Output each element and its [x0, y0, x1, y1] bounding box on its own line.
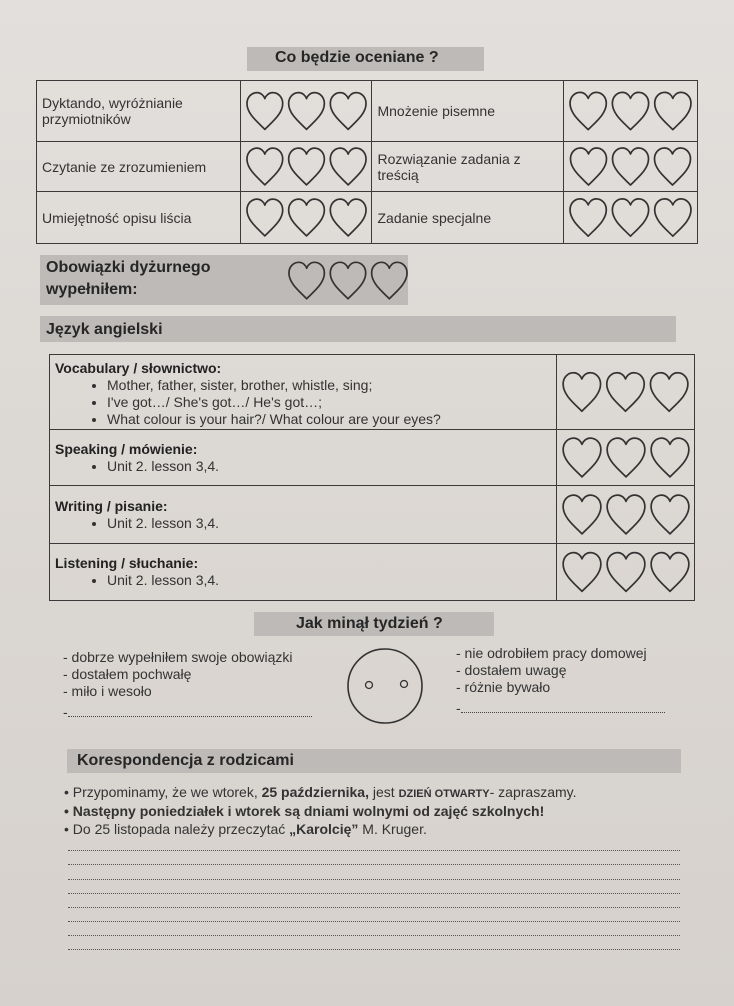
- writing-heading: Writing / pisanie:: [55, 497, 168, 514]
- writing-line[interactable]: [68, 907, 680, 908]
- writing-line[interactable]: [68, 864, 680, 865]
- speaking-list: [55, 458, 556, 475]
- vocab-item: • I've got…/ She's got…/ He's got…;: [107, 394, 556, 411]
- week-option-positive[interactable]: - miło i wesoło: [63, 683, 152, 699]
- heart-outline-icon: [607, 552, 645, 591]
- heart-outline-icon: [288, 92, 324, 129]
- heart-outline-icon: [330, 92, 366, 129]
- week-section-title: Jak minął tydzień ?: [296, 615, 443, 632]
- corr-text: Do 25 listopada należy przeczytać: [72, 821, 290, 837]
- heart-outline-icon: [372, 262, 407, 298]
- graded-row-1-hearts-left[interactable]: [240, 81, 372, 142]
- heart-outline-icon: [650, 372, 687, 410]
- graded-row-1-hearts-right[interactable]: [564, 81, 698, 142]
- listening-item: • Unit 2. lesson 3,4.: [107, 572, 556, 589]
- heart-outline-icon: [330, 262, 365, 298]
- corr-book-title: „Karolcię”: [289, 821, 359, 837]
- vocab-list: [55, 377, 556, 428]
- heart-outline-icon: [651, 438, 689, 477]
- week-options-negative: [456, 645, 665, 717]
- heart-outline-icon: [289, 262, 324, 298]
- writing-line[interactable]: [68, 935, 680, 936]
- bullet-dot-icon: •: [64, 821, 69, 837]
- graded-row-2-hearts-right[interactable]: [564, 142, 698, 192]
- vocab-item: • Mother, father, sister, brother, whistle, sing;: [107, 377, 556, 394]
- heart-outline-icon: [651, 552, 689, 591]
- week-option-positive[interactable]: - dobrze wypełniłem swoje obowiązki: [63, 649, 293, 665]
- corr-text: - zapraszamy.: [489, 784, 577, 800]
- week-option-positive[interactable]: - dostałem pochwałę: [63, 666, 192, 682]
- corr-text: Przypominamy, że we wtorek,: [72, 784, 262, 800]
- listening-cell: [50, 544, 557, 601]
- week-section-header: [254, 612, 494, 636]
- week-option-negative-blank[interactable]: [456, 700, 665, 717]
- heart-outline-icon: [651, 495, 689, 534]
- vocab-heading: Vocabulary / słownictwo:: [55, 359, 222, 376]
- english-row-listening: [50, 544, 695, 601]
- heart-outline-icon: [330, 148, 366, 185]
- heart-outline-icon: [246, 199, 282, 236]
- corr-line-1: [64, 784, 577, 803]
- english-table: [49, 354, 695, 601]
- heart-outline-icon: [246, 148, 282, 185]
- heart-outline-icon: [613, 148, 649, 185]
- heart-outline-icon: [570, 198, 606, 235]
- graded-section-title: Co będzie oceniane ?: [275, 49, 439, 66]
- speaking-hearts[interactable]: [557, 430, 695, 486]
- listening-list: [55, 572, 556, 589]
- week-blank-line[interactable]: [461, 712, 665, 713]
- week-options-positive: [63, 649, 312, 721]
- graded-row-3-hearts-right[interactable]: [564, 192, 698, 244]
- english-section-title: Język angielski: [46, 321, 163, 338]
- vocab-hearts[interactable]: [557, 355, 695, 430]
- writing-line[interactable]: [68, 921, 680, 922]
- english-row-speaking: [50, 430, 695, 486]
- listening-heading: Listening / słuchanie:: [55, 555, 199, 571]
- heart-outline-icon: [607, 438, 645, 477]
- blank-face-icon[interactable]: [346, 647, 424, 725]
- heart-outline-icon: [563, 552, 601, 591]
- writing-item: • Unit 2. lesson 3,4.: [107, 515, 556, 532]
- duty-title-line-1: Obowiązki dyżurnego: [46, 259, 211, 276]
- week-option-positive-blank[interactable]: [63, 704, 312, 721]
- vocab-cell: [50, 355, 557, 430]
- writing-list: [55, 515, 556, 532]
- heart-outline-icon: [655, 148, 691, 185]
- bullet-dot-icon: •: [64, 784, 69, 800]
- heart-outline-icon: [607, 495, 645, 534]
- corr-section-header: [67, 749, 681, 773]
- graded-row: [37, 81, 698, 142]
- graded-row-2-hearts-left[interactable]: [240, 142, 372, 192]
- corr-open-day: DZIEŃ OTWARTY: [398, 788, 490, 800]
- heart-outline-icon: [246, 92, 282, 129]
- heart-outline-icon: [563, 438, 601, 477]
- heart-outline-icon: [607, 372, 644, 410]
- vocab-item: • What colour is your hair?/ What colour are your eyes?: [107, 411, 556, 428]
- corr-line-3: [64, 821, 427, 838]
- writing-line[interactable]: [68, 850, 680, 851]
- week-blank-dash: -: [63, 704, 68, 720]
- heart-outline-icon: [655, 198, 691, 235]
- speaking-item: • Unit 2. lesson 3,4.: [107, 458, 556, 475]
- week-blank-line[interactable]: [68, 716, 312, 717]
- listening-hearts[interactable]: [557, 544, 695, 601]
- week-option-negative[interactable]: - różnie bywało: [456, 679, 551, 695]
- writing-line[interactable]: [68, 949, 680, 950]
- heart-outline-icon: [563, 372, 600, 410]
- week-option-negative[interactable]: - nie odrobiłem pracy domowej: [456, 645, 647, 661]
- bullet-dot-icon: •: [64, 803, 69, 819]
- english-section-header: [40, 316, 676, 342]
- graded-row: [37, 142, 698, 192]
- heart-outline-icon: [563, 495, 601, 534]
- heart-outline-icon: [288, 148, 324, 185]
- heart-outline-icon: [288, 199, 324, 236]
- graded-row-3-hearts-left[interactable]: [240, 192, 372, 244]
- graded-section-header: [247, 47, 484, 71]
- writing-line[interactable]: [68, 893, 680, 894]
- graded-row-1-left: Dyktando, wyróżnianie przymiotników: [37, 81, 241, 142]
- writing-hearts[interactable]: [557, 486, 695, 544]
- writing-line[interactable]: [68, 879, 680, 880]
- corr-date: 25 października,: [261, 784, 369, 800]
- week-option-negative[interactable]: - dostałem uwagę: [456, 662, 567, 678]
- duty-section-header: [40, 255, 408, 305]
- heart-outline-icon: [612, 92, 648, 129]
- speaking-cell: [50, 430, 557, 486]
- corr-text: Następny poniedziałek i wtorek są dniami wolnymi od zajęć szkolnych!: [72, 803, 545, 819]
- corr-text: M. Kruger.: [358, 821, 427, 837]
- corr-line-2: [64, 803, 544, 820]
- duty-hearts[interactable]: [286, 259, 410, 303]
- speaking-heading: Speaking / mówienie:: [55, 440, 198, 457]
- week-blank-dash: -: [456, 700, 461, 716]
- graded-row-3-right: Zadanie specjalne: [372, 192, 564, 244]
- graded-row-2-right: Rozwiązanie zadania z treścią: [372, 142, 564, 192]
- english-row-writing: [50, 486, 695, 544]
- heart-outline-icon: [655, 92, 691, 129]
- heart-outline-icon: [571, 148, 607, 185]
- writing-cell: [50, 486, 557, 544]
- duty-title-line-2: wypełniłem:: [46, 281, 138, 298]
- corr-text: jest: [368, 784, 399, 800]
- heart-outline-icon: [570, 92, 606, 129]
- graded-table: [36, 80, 698, 244]
- heart-outline-icon: [612, 198, 648, 235]
- graded-row-3-left: Umiejętność opisu liścia: [37, 192, 241, 244]
- english-row-vocabulary: [50, 355, 695, 430]
- graded-row-2-left: Czytanie ze zrozumieniem: [37, 142, 241, 192]
- graded-row-1-right: Mnożenie pisemne: [372, 81, 564, 142]
- graded-row: [37, 192, 698, 244]
- heart-outline-icon: [330, 199, 366, 236]
- corr-section-title: Korespondencja z rodzicami: [77, 752, 294, 769]
